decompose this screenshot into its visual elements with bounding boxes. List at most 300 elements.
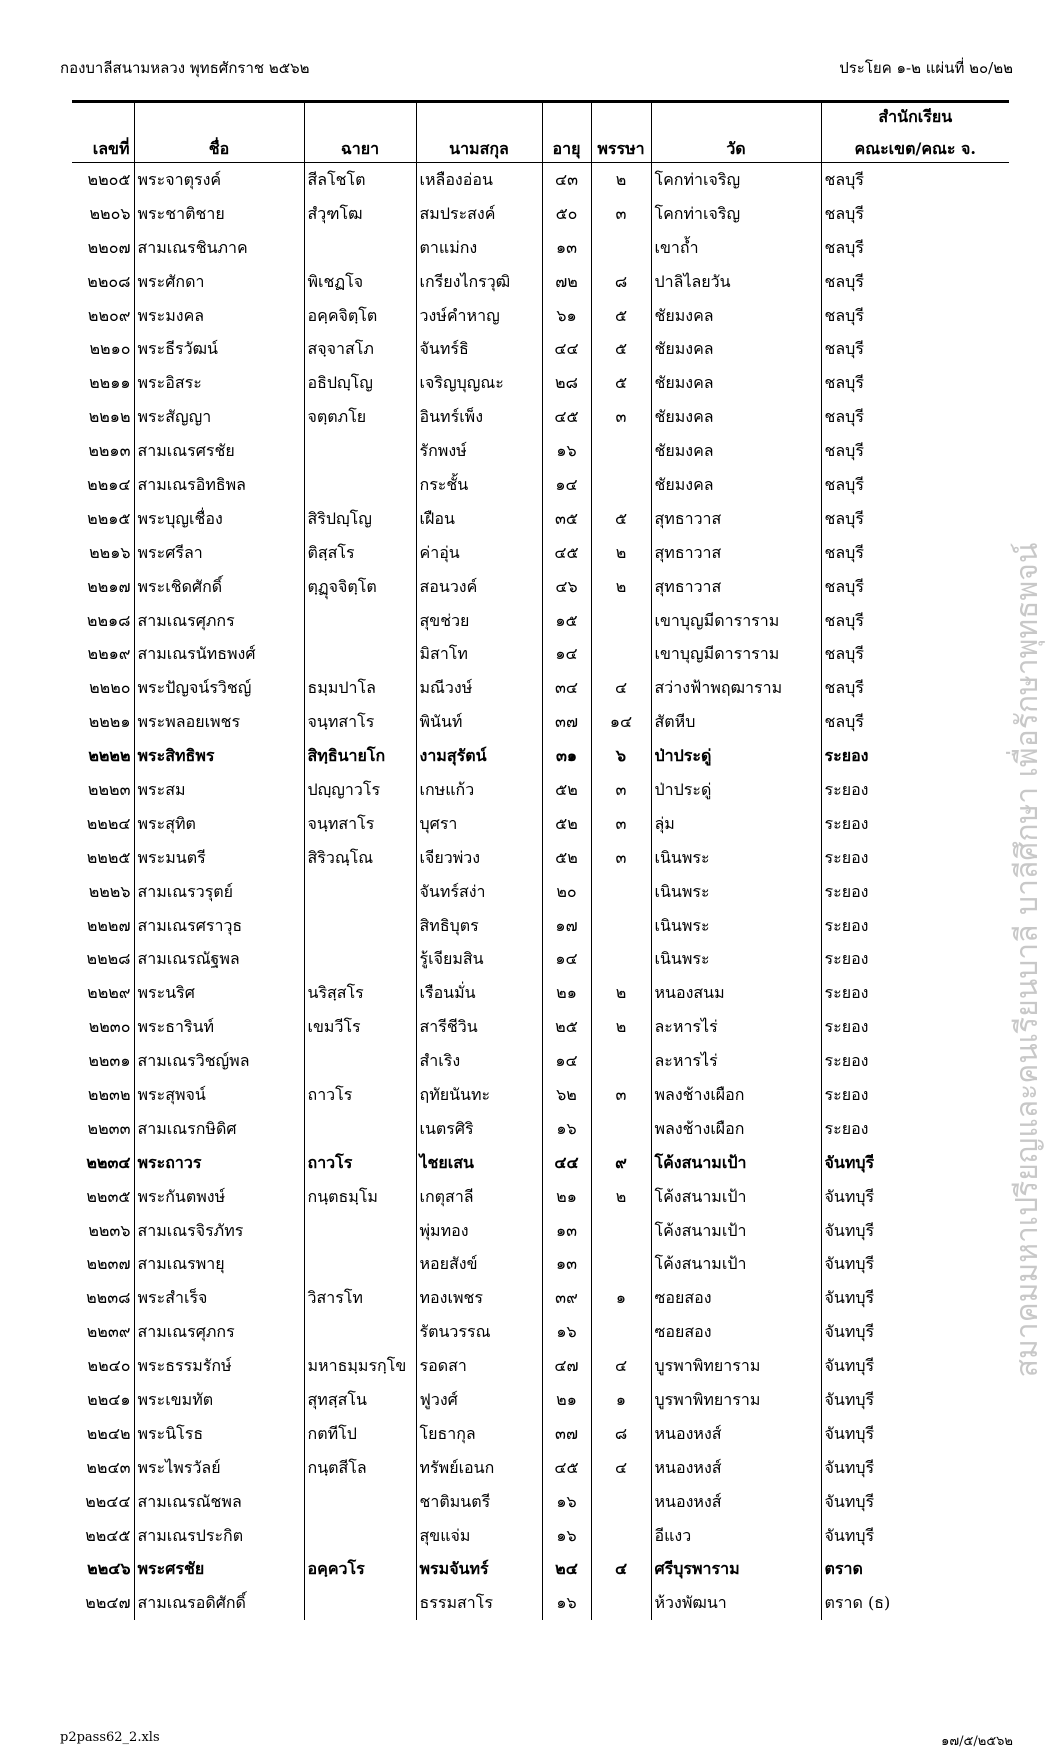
cell-monk-name xyxy=(304,637,416,671)
cell-age: ๗๒ xyxy=(542,265,591,299)
cell-age: ๕๒ xyxy=(542,841,591,875)
cell-office: ระยอง xyxy=(821,1010,1009,1044)
table-row xyxy=(72,739,1009,773)
cell-temple: โค้งสนามเป้า xyxy=(651,1180,821,1214)
table-row xyxy=(72,434,1009,468)
table-row xyxy=(72,1349,1009,1383)
cell-surname: จันทร์ธิ xyxy=(416,332,542,366)
cell-vassa xyxy=(591,942,651,976)
cell-monk-name: จนฺทสาโร xyxy=(304,807,416,841)
cell-vassa: ๘ xyxy=(591,265,651,299)
cell-no: ๒๒๓๑ xyxy=(88,1051,131,1071)
cell-name: พระธารินท์ xyxy=(134,1010,304,1044)
cell-temple: สว่างฟ้าพฤฒาราม xyxy=(651,671,821,705)
cell-age: ๕๒ xyxy=(542,773,591,807)
cell-age: ๒๑ xyxy=(542,1180,591,1214)
cell-no: ๒๒๔๐ xyxy=(87,1356,131,1376)
cell-temple: ชัยมงคล xyxy=(651,434,821,468)
cell-vassa: ๙ xyxy=(591,1146,651,1180)
cell-vassa: ๒ xyxy=(591,1010,651,1044)
table-row xyxy=(72,1180,1009,1214)
cell-temple: สัตหีบ xyxy=(651,705,821,739)
cell-surname: เหลืองอ่อน xyxy=(416,163,542,197)
cell-surname: เฝือน xyxy=(416,502,542,536)
cell-name: สามเณรชินภาค xyxy=(134,231,304,265)
cell-surname: บุศรา xyxy=(416,807,542,841)
cell-temple: บูรพาพิทยาราม xyxy=(651,1349,821,1383)
col-surname-header: นามสกุล xyxy=(416,130,542,163)
cell-age: ๒๕ xyxy=(542,1010,591,1044)
cell-surname: เกรียงไกรวุฒิ xyxy=(416,265,542,299)
cell-monk-name: ปญฺญาวโร xyxy=(304,773,416,807)
cell-monk-name xyxy=(304,468,416,502)
cell-surname: จันทร์สง่า xyxy=(416,875,542,909)
cell-surname: มณีวงษ์ xyxy=(416,671,542,705)
cell-name: สามเณรณัชพล xyxy=(134,1485,304,1519)
cell-temple: เนินพระ xyxy=(651,909,821,943)
cell-office: ชลบุรี xyxy=(821,434,1009,468)
cell-monk-name: สิทฺธินายโก xyxy=(304,739,416,773)
cell-surname: รัตนวรรณ xyxy=(416,1315,542,1349)
cell-name: พระสุพจน์ xyxy=(134,1078,304,1112)
cell-no: ๒๒๒๗ xyxy=(86,915,131,935)
table-row xyxy=(72,1281,1009,1315)
footer-right: ๑๗/๕/๒๕๖๒ xyxy=(941,1734,1013,1749)
cell-no: ๒๒๑๓ xyxy=(88,441,131,461)
cell-no: ๒๒๓๗ xyxy=(86,1254,131,1274)
cell-office: ชลบุรี xyxy=(821,197,1009,231)
cell-age: ๓๕ xyxy=(542,502,591,536)
table-row xyxy=(72,1519,1009,1553)
col-vassa-header: พรรษา xyxy=(591,130,651,163)
cell-surname: ฤทัยนันทะ xyxy=(416,1078,542,1112)
cell-office: จันทบุรี xyxy=(821,1315,1009,1349)
cell-monk-name xyxy=(304,231,416,265)
cell-vassa xyxy=(591,637,651,671)
cell-office: ชลบุรี xyxy=(821,265,1009,299)
cell-office: ตราด (ธ) xyxy=(821,1586,1009,1620)
cell-monk-name xyxy=(304,1485,416,1519)
cell-office: ระยอง xyxy=(821,909,1009,943)
cell-office: จันทบุรี xyxy=(821,1417,1009,1451)
cell-no: ๒๒๓๐ xyxy=(88,1017,131,1037)
cell-surname: สุขแจ่ม xyxy=(416,1519,542,1553)
cell-name: สามเณรวรุตย์ xyxy=(134,875,304,909)
cell-vassa: ๓ xyxy=(591,807,651,841)
cell-office: จันทบุรี xyxy=(821,1519,1009,1553)
col-no-header: เลขที่ xyxy=(72,130,134,163)
cell-vassa xyxy=(591,1485,651,1519)
cell-monk-name: กตทีโป xyxy=(304,1417,416,1451)
cell-monk-name xyxy=(304,875,416,909)
cell-age: ๔๓ xyxy=(542,163,591,197)
cell-monk-name: วิสารโท xyxy=(304,1281,416,1315)
cell-vassa: ๔ xyxy=(591,671,651,705)
col-vassa-top xyxy=(591,103,651,130)
cell-vassa: ๓ xyxy=(591,197,651,231)
side-watermark: สมาคมมหาเปรียญและคนเรียนบาลี บาลีศึกษา เพื่อรักษาพุทธพจน์ xyxy=(1010,542,1045,1378)
table-row xyxy=(72,1383,1009,1417)
cell-vassa: ๒ xyxy=(591,1180,651,1214)
cell-monk-name xyxy=(304,604,416,638)
cell-no: ๒๒๑๗ xyxy=(87,576,131,596)
cell-temple: โคกท่าเจริญ xyxy=(651,163,821,197)
cell-age: ๒๑ xyxy=(542,976,591,1010)
cell-no: ๒๒๒๖ xyxy=(88,881,131,901)
cell-surname: พุ่มทอง xyxy=(416,1214,542,1248)
cell-name: พระศรชัย xyxy=(134,1553,304,1587)
cell-temple: ซอยสอง xyxy=(651,1315,821,1349)
cell-surname: ค่าอุ่น xyxy=(416,536,542,570)
cell-monk-name xyxy=(304,942,416,976)
cell-office: ชลบุรี xyxy=(821,705,1009,739)
cell-temple: ชัยมงคล xyxy=(651,468,821,502)
table-row xyxy=(72,705,1009,739)
cell-age: ๒๐ xyxy=(542,875,591,909)
cell-temple: สุทธาวาส xyxy=(651,502,821,536)
col-age-header: อายุ xyxy=(542,130,591,163)
table-row xyxy=(72,841,1009,875)
cell-monk-name: กนฺตสีโล xyxy=(304,1451,416,1485)
cell-office: ระยอง xyxy=(821,1112,1009,1146)
table-row xyxy=(72,1146,1009,1180)
col-monk-name-header: ฉายา xyxy=(304,130,416,163)
table-row xyxy=(72,1112,1009,1146)
cell-no: ๒๒๑๘ xyxy=(86,610,131,630)
cell-age: ๔๔ xyxy=(542,1146,591,1180)
cell-no: ๒๒๔๖ xyxy=(87,1559,131,1579)
table-row xyxy=(72,332,1009,366)
cell-monk-name: สจฺจาสโภ xyxy=(304,332,416,366)
cell-temple: ชัยมงคล xyxy=(651,332,821,366)
cell-office: ระยอง xyxy=(821,739,1009,773)
cell-vassa: ๔ xyxy=(591,1349,651,1383)
cell-name: พระชาติชาย xyxy=(134,197,304,231)
cell-surname: วงษ์คำหาญ xyxy=(416,299,542,333)
cell-temple: ละหารไร่ xyxy=(651,1044,821,1078)
cell-no: ๒๒๐๕ xyxy=(87,169,131,189)
cell-age: ๔๔ xyxy=(542,332,591,366)
cell-name: สามเณรกษิดิศ xyxy=(134,1112,304,1146)
cell-name: พระนริศ xyxy=(134,976,304,1010)
cell-age: ๖๑ xyxy=(542,299,591,333)
cell-surname: ธรรมสาโร xyxy=(416,1586,542,1620)
cell-age: ๑๕ xyxy=(542,604,591,638)
table-row xyxy=(72,773,1009,807)
cell-office: จันทบุรี xyxy=(821,1451,1009,1485)
cell-age: ๑๔ xyxy=(542,1044,591,1078)
cell-age: ๑๖ xyxy=(542,434,591,468)
table-row xyxy=(72,1010,1009,1044)
cell-name: พระเชิดศักดิ์ xyxy=(134,570,304,604)
cell-monk-name: สิริปญฺโญ xyxy=(304,502,416,536)
cell-monk-name xyxy=(304,1248,416,1282)
cell-office: จันทบุรี xyxy=(821,1349,1009,1383)
cell-surname: เรือนมั่น xyxy=(416,976,542,1010)
col-surname-top xyxy=(416,103,542,130)
col-temple-top xyxy=(651,103,821,130)
cell-name: สามเณรศุภกร xyxy=(134,604,304,638)
cell-age: ๕๐ xyxy=(542,197,591,231)
cell-surname: รอดสา xyxy=(416,1349,542,1383)
cell-age: ๑๓ xyxy=(542,1214,591,1248)
cell-age: ๑๖ xyxy=(542,1519,591,1553)
cell-age: ๑๖ xyxy=(542,1112,591,1146)
cell-age: ๔๕ xyxy=(542,536,591,570)
cell-age: ๑๓ xyxy=(542,231,591,265)
cell-no: ๒๒๓๔ xyxy=(86,1152,131,1172)
cell-office: ระยอง xyxy=(821,875,1009,909)
col-name-header: ชื่อ xyxy=(134,130,304,163)
header-left: กองบาลีสนามหลวง พุทธศักราช ๒๕๖๒ xyxy=(60,59,310,77)
cell-temple: พลงช้างเผือก xyxy=(651,1078,821,1112)
cell-temple: เขาบุญมีดาราราม xyxy=(651,604,821,638)
cell-name: พระกันตพงษ์ xyxy=(134,1180,304,1214)
cell-office: ระยอง xyxy=(821,807,1009,841)
cell-no: ๒๒๔๓ xyxy=(86,1457,131,1477)
table-row xyxy=(72,604,1009,638)
cell-no: ๒๒๒๔ xyxy=(86,813,131,833)
cell-surname: สารีชีวิน xyxy=(416,1010,542,1044)
cell-monk-name: จตฺตภโย xyxy=(304,400,416,434)
cell-monk-name xyxy=(304,434,416,468)
cell-temple: ชัยมงคล xyxy=(651,299,821,333)
cell-name: พระสิทธิพร xyxy=(134,739,304,773)
cell-temple: เขาถ้ำ xyxy=(651,231,821,265)
cell-age: ๓๗ xyxy=(542,1417,591,1451)
cell-monk-name: สีลโชโต xyxy=(304,163,416,197)
cell-no: ๒๒๒๑ xyxy=(88,712,131,732)
cell-no: ๒๒๒๕ xyxy=(86,847,131,867)
cell-temple: โค้งสนามเป้า xyxy=(651,1146,821,1180)
results-table xyxy=(72,100,1009,1620)
cell-monk-name: ถาวโร xyxy=(304,1146,416,1180)
cell-vassa xyxy=(591,1248,651,1282)
cell-age: ๔๕ xyxy=(542,400,591,434)
cell-temple: เนินพระ xyxy=(651,942,821,976)
cell-vassa: ๕ xyxy=(591,502,651,536)
cell-age: ๕๒ xyxy=(542,807,591,841)
cell-no: ๒๒๑๕ xyxy=(87,508,131,528)
col-temple-header: วัด xyxy=(651,130,821,163)
cell-name: พระสุทิต xyxy=(134,807,304,841)
cell-monk-name: อธิปญฺโญ xyxy=(304,366,416,400)
cell-no: ๒๒๓๘ xyxy=(86,1288,131,1308)
table-row xyxy=(72,265,1009,299)
cell-temple: สุทธาวาส xyxy=(651,570,821,604)
cell-name: พระศักดา xyxy=(134,265,304,299)
cell-office: จันทบุรี xyxy=(821,1146,1009,1180)
cell-vassa: ๓ xyxy=(591,841,651,875)
cell-no: ๒๒๒๙ xyxy=(87,983,131,1003)
cell-name: สามเณรนัทธพงศ์ xyxy=(134,637,304,671)
cell-monk-name xyxy=(304,1112,416,1146)
cell-name: พระสัญญา xyxy=(134,400,304,434)
cell-monk-name: สํวุฑโฒ xyxy=(304,197,416,231)
cell-temple: โคกท่าเจริญ xyxy=(651,197,821,231)
cell-office: จันทบุรี xyxy=(821,1214,1009,1248)
cell-surname: เกตุสาลี xyxy=(416,1180,542,1214)
table-row xyxy=(72,1417,1009,1451)
cell-name: พระมงคล xyxy=(134,299,304,333)
cell-no: ๒๒๓๖ xyxy=(88,1220,131,1240)
cell-name: สามเณรจิรภัทร xyxy=(134,1214,304,1248)
col-office-header-bottom: คณะเขต/คณะ จ. xyxy=(821,130,1009,163)
cell-temple: ละหารไร่ xyxy=(651,1010,821,1044)
cell-no: ๒๒๓๙ xyxy=(86,1322,131,1342)
cell-office: จันทบุรี xyxy=(821,1248,1009,1282)
cell-name: พระอิสระ xyxy=(134,366,304,400)
cell-temple: ลุ่ม xyxy=(651,807,821,841)
cell-no: ๒๒๐๙ xyxy=(87,305,131,325)
cell-name: พระธีรวัฒน์ xyxy=(134,332,304,366)
cell-office: ชลบุรี xyxy=(821,366,1009,400)
cell-vassa: ๓ xyxy=(591,400,651,434)
cell-surname: เจียวพ่วง xyxy=(416,841,542,875)
cell-vassa: ๕ xyxy=(591,299,651,333)
cell-no: ๒๒๐๖ xyxy=(89,203,131,223)
table-row xyxy=(72,1214,1009,1248)
cell-name: สามเณรพายุ xyxy=(134,1248,304,1282)
cell-surname: ไชยเสน xyxy=(416,1146,542,1180)
table-row xyxy=(72,299,1009,333)
cell-temple: หนองหงส์ xyxy=(651,1417,821,1451)
cell-office: ระยอง xyxy=(821,1044,1009,1078)
table-row xyxy=(72,231,1009,265)
cell-monk-name xyxy=(304,1315,416,1349)
cell-vassa: ๓ xyxy=(591,1078,651,1112)
cell-no: ๒๒๑๙ xyxy=(87,644,131,664)
cell-temple: สุทธาวาส xyxy=(651,536,821,570)
cell-monk-name xyxy=(304,1586,416,1620)
cell-no: ๒๒๔๔ xyxy=(85,1491,131,1511)
table-row xyxy=(72,1586,1009,1620)
cell-vassa xyxy=(591,1586,651,1620)
cell-temple: โค้งสนามเป้า xyxy=(651,1248,821,1282)
cell-no: ๒๒๑๐ xyxy=(89,339,131,359)
table-row xyxy=(72,366,1009,400)
table-row xyxy=(72,1315,1009,1349)
cell-vassa: ๘ xyxy=(591,1417,651,1451)
cell-office: ชลบุรี xyxy=(821,468,1009,502)
cell-vassa: ๔ xyxy=(591,1451,651,1485)
cell-temple: โค้งสนามเป้า xyxy=(651,1214,821,1248)
cell-name: พระถาวร xyxy=(134,1146,304,1180)
cell-no: ๒๒๔๑ xyxy=(87,1390,131,1409)
cell-name: พระเขมทัต xyxy=(134,1383,304,1417)
table-row xyxy=(72,400,1009,434)
cell-office: ชลบุรี xyxy=(821,570,1009,604)
cell-age: ๓๙ xyxy=(542,1281,591,1315)
cell-vassa xyxy=(591,1044,651,1078)
cell-name: พระศรีลา xyxy=(134,536,304,570)
cell-temple: ปาลิไลยวัน xyxy=(651,265,821,299)
cell-vassa: ๕ xyxy=(591,332,651,366)
cell-surname: ตาแม่กง xyxy=(416,231,542,265)
table-row xyxy=(72,1044,1009,1078)
cell-no: ๒๒๑๒ xyxy=(88,407,131,427)
cell-name: สามเณรศรชัย xyxy=(134,434,304,468)
cell-temple: พลงช้างเผือก xyxy=(651,1112,821,1146)
cell-vassa xyxy=(591,1112,651,1146)
cell-age: ๒๘ xyxy=(542,366,591,400)
col-age-top xyxy=(542,103,591,130)
cell-age: ๓๗ xyxy=(542,705,591,739)
cell-office: ชลบุรี xyxy=(821,536,1009,570)
cell-monk-name: ตฺฏุจจิตฺโต xyxy=(304,570,416,604)
cell-no: ๒๒๓๒ xyxy=(87,1084,131,1104)
col-monk-name-top xyxy=(304,103,416,130)
cell-monk-name: สุทสฺสโน xyxy=(304,1383,416,1417)
cell-office: ระยอง xyxy=(821,773,1009,807)
cell-temple: หนองสนม xyxy=(651,976,821,1010)
cell-monk-name: อคฺคจิตฺโต xyxy=(304,299,416,333)
cell-age: ๓๔ xyxy=(542,671,591,705)
cell-vassa xyxy=(591,1315,651,1349)
cell-office: ระยอง xyxy=(821,976,1009,1010)
cell-monk-name: ติสฺสโร xyxy=(304,536,416,570)
cell-no: ๒๒๑๔ xyxy=(87,474,131,494)
table-row xyxy=(72,637,1009,671)
cell-vassa: ๖ xyxy=(591,739,651,773)
table-row xyxy=(72,197,1009,231)
cell-surname: รักพงษ์ xyxy=(416,434,542,468)
cell-name: พระไพรวัลย์ xyxy=(134,1451,304,1485)
cell-age: ๓๑ xyxy=(542,739,591,773)
cell-office: ระยอง xyxy=(821,942,1009,976)
cell-vassa: ๒ xyxy=(591,163,651,197)
cell-office: ชลบุรี xyxy=(821,163,1009,197)
cell-surname: ฟูวงศ์ xyxy=(416,1383,542,1417)
cell-office: จันทบุรี xyxy=(821,1180,1009,1214)
cell-vassa xyxy=(591,909,651,943)
cell-office: จันทบุรี xyxy=(821,1485,1009,1519)
cell-no: ๒๒๑๑ xyxy=(89,373,131,393)
cell-temple: ศรีบุรพาราม xyxy=(651,1553,821,1587)
cell-no: ๒๒๓๓ xyxy=(87,1118,131,1138)
cell-no: ๒๒๐๘ xyxy=(87,271,131,291)
cell-surname: พินันท์ xyxy=(416,705,542,739)
cell-vassa xyxy=(591,604,651,638)
table-row xyxy=(72,163,1009,197)
cell-surname: หอยสังข์ xyxy=(416,1248,542,1282)
cell-monk-name: ถาวโร xyxy=(304,1078,416,1112)
col-name-top xyxy=(134,103,304,130)
cell-age: ๑๔ xyxy=(542,468,591,502)
cell-surname: เจริญบุญณะ xyxy=(416,366,542,400)
table-row xyxy=(72,1553,1009,1587)
cell-monk-name: เขมวีโร xyxy=(304,1010,416,1044)
cell-monk-name: กนฺตธมฺโม xyxy=(304,1180,416,1214)
cell-monk-name xyxy=(304,909,416,943)
cell-age: ๒๔ xyxy=(542,1553,591,1587)
cell-monk-name: สิริวณฺโณ xyxy=(304,841,416,875)
cell-office: ชลบุรี xyxy=(821,231,1009,265)
cell-name: พระสม xyxy=(134,773,304,807)
cell-surname: สุขช่วย xyxy=(416,604,542,638)
cell-name: พระธรรมรักษ์ xyxy=(134,1349,304,1383)
cell-name: สามเณรอิทธิพล xyxy=(134,468,304,502)
cell-age: ๑๖ xyxy=(542,1315,591,1349)
cell-monk-name xyxy=(304,1044,416,1078)
cell-surname: ทองเพชร xyxy=(416,1281,542,1315)
cell-surname: เกษแก้ว xyxy=(416,773,542,807)
col-no-top xyxy=(72,103,134,130)
cell-vassa: ๒ xyxy=(591,570,651,604)
cell-monk-name xyxy=(304,1519,416,1553)
cell-name: สามเณรวิชญ์พล xyxy=(134,1044,304,1078)
cell-temple: บูรพาพิทยาราม xyxy=(651,1383,821,1417)
